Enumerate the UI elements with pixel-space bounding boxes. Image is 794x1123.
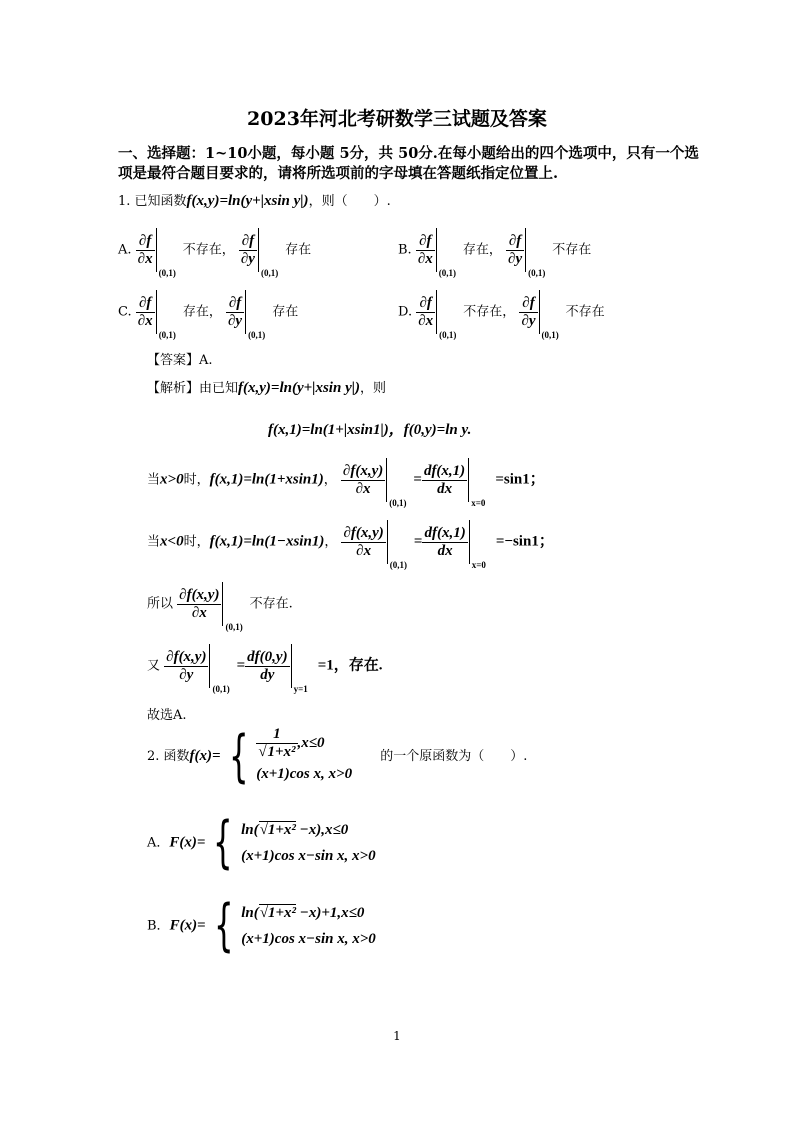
option-letter: D. (398, 304, 413, 320)
option-text: 存在， (182, 304, 222, 320)
case-condition: x>0 (160, 471, 184, 488)
eval-bar: (0,1) (258, 228, 281, 272)
partial-fx: $\frac{\partial f}{\partial x}$ (417, 232, 433, 267)
case-result: =sin1； (495, 471, 545, 488)
section-heading-line2: 项是最符合题目要求的，请将所选项前的字母填在答题纸指定位置上. (118, 165, 559, 182)
q2-option-a: A．F(x)= { ln(√1+x² −x),x≤0 (x+1)cos x−sin x, x>0 (147, 810, 376, 875)
case-function: f(x,1)=ln(1+xsin1) (209, 471, 324, 488)
option-text: 存在 (285, 242, 312, 258)
not-exist-text: 不存在. (249, 596, 293, 612)
eval-bar: (0,1) (386, 458, 409, 502)
piecewise-cases: ln(√1+x² −x)+1,x≤0 (x+1)cos x−sin x, x>0 (241, 905, 376, 947)
option-text: 不存在， (463, 304, 516, 320)
q1-choose: 故选A. (147, 708, 187, 723)
page-number: 1 (393, 1029, 401, 1043)
analysis-lead: 【解析】由已知 (147, 381, 239, 396)
piecewise-cases: $\frac{1}{\text{√1+x²}}$ ,x≤0 (x+1)cos x, x>0 (256, 726, 353, 782)
case-result: =−sin1； (495, 533, 554, 550)
q1-option-a (118, 228, 312, 278)
page-title: 2023年河北考研数学三试题及答案 (247, 108, 547, 130)
eval-bar: (0,1) (222, 582, 245, 626)
exist-result: =1，存在. (317, 657, 383, 674)
case-condition: x<0 (160, 533, 184, 550)
partial-fx: $\frac{\partial f}{\partial x}$ (137, 232, 153, 267)
left-brace: { (213, 810, 234, 875)
q1-analysis (147, 377, 386, 397)
question-2-stem: 2. 函数f(x)= { $\frac{1}{\text{√1+x²}}$ ,x≤0 (x+1)cos x, x>0 的一个原函数为（ ）. (147, 723, 528, 789)
eval-bar: (0,1) (436, 228, 459, 272)
left-brace: { (228, 723, 249, 789)
q1-option-b (398, 228, 592, 278)
case-mid: 时， (183, 472, 210, 488)
partial-fy-xy: $\frac{\partial f(x,y)}{\partial y}$ (166, 648, 207, 683)
option-text: 不存在 (565, 304, 605, 320)
so-word: 所以 (147, 596, 174, 612)
conclusion-exist: 又 $\frac{\partial f(x,y)}{\partial y}$ (0,1) = $\frac{df(0,y)}{dy}$ y=1 =1，存在. (147, 644, 383, 688)
eval-bar: x=0 (469, 520, 492, 564)
option-text: 不存在， (182, 242, 235, 258)
case-function: f(x,1)=ln(1−xsin1) (209, 533, 325, 550)
also-word: 又 (147, 658, 161, 674)
eval-bar: (0,1) (387, 520, 410, 564)
case-negative: 当x<0时，f(x,1)=ln(1−xsin1)， $\frac{\partial f(x,y)}{\partial x}$ (0,1) = $\frac{df(x,1)}{dx}$ x=0 =−sin1； (147, 520, 554, 564)
option-text: 存在 (272, 304, 299, 320)
conclusion-not-exist (147, 582, 293, 632)
q1-lead: 1. 已知函数 (118, 194, 187, 209)
q1-option-d (398, 290, 605, 340)
derivative-fx1: $\frac{df(x,1)}{dx}$ (424, 524, 466, 559)
section-heading-line1: 一、选择题：1~10小题，每小题 5分，共 50分.在每小题给出的四个选项中，只有一个选 (118, 145, 699, 162)
partial-fx-xy: $\frac{\partial f(x,y)}{\partial x}$ (343, 524, 384, 559)
partial-fx: $\frac{\partial f}{\partial x}$ (137, 294, 153, 329)
case-positive: 当x>0时，f(x,1)=ln(1+xsin1)， $\frac{\partial f(x,y)}{\partial x}$ (0,1) = $\frac{df(x,1)}{dx}$ x=0 =sin1； (147, 458, 545, 502)
q1-answer: 【答案】A. (147, 353, 213, 368)
case-lead: 当 (147, 534, 161, 550)
partial-fy: $\frac{\partial f}{\partial y}$ (227, 294, 243, 329)
eval-bar: (0,1) (156, 290, 179, 334)
q1-tail: ，则（ ）. (308, 194, 391, 209)
partial-fx: $\frac{\partial f}{\partial x}$ (418, 294, 434, 329)
option-letter: C. (118, 304, 132, 320)
option-text: 存在， (462, 242, 502, 258)
partial-fx-xy: $\frac{\partial f(x,y)}{\partial x}$ (179, 586, 220, 621)
eval-bar: (0,1) (525, 228, 548, 272)
analysis-tail: ，则 (360, 381, 387, 396)
equation-1: f(x,1)=ln(1+|xsin1|)，f(0,y)=ln y. (268, 422, 472, 438)
eval-bar: (0,1) (436, 290, 459, 334)
q2-tail: 的一个原函数为（ ）. (380, 749, 528, 764)
q1-option-c (118, 290, 299, 340)
option-letter: B． (147, 918, 170, 934)
option-letter: A． (147, 835, 170, 851)
q2-lead: 2. 函数 (147, 749, 190, 764)
q2-option-b: B．F(x)= { ln(√1+x² −x)+1,x≤0 (x+1)cos x−sin x, x>0 (147, 893, 376, 958)
eval-bar: (0,1) (156, 228, 179, 272)
piecewise-cases: ln(√1+x² −x),x≤0 (x+1)cos x−sin x, x>0 (241, 822, 376, 864)
eval-bar: y=1 (291, 644, 314, 688)
eval-bar: (0,1) (209, 644, 232, 688)
option-letter: A. (118, 242, 132, 258)
q1-function: f(x,y)=ln(y+|xsin y|) (186, 193, 309, 209)
left-brace: { (213, 893, 234, 958)
case-lead: 当 (147, 472, 161, 488)
analysis-function: f(x,y)=ln(y+|xsin y|) (238, 380, 361, 396)
derivative-fx1: $\frac{df(x,1)}{dx}$ (423, 462, 466, 497)
eval-bar: x=0 (468, 458, 491, 502)
eval-bar: (0,1) (245, 290, 268, 334)
partial-fx-xy: $\frac{\partial f(x,y)}{\partial x}$ (342, 462, 384, 497)
question-1-stem (118, 190, 391, 210)
case-mid: 时， (183, 534, 210, 550)
partial-fy: $\frac{\partial f}{\partial y}$ (240, 232, 255, 267)
partial-fy: $\frac{\partial f}{\partial y}$ (521, 294, 536, 329)
partial-fy: $\frac{\partial f}{\partial y}$ (508, 232, 523, 267)
derivative-f0y: $\frac{df(0,y)}{dy}$ (247, 648, 288, 683)
option-text: 不存在 (552, 242, 592, 258)
option-letter: B. (398, 242, 412, 258)
eval-bar: (0,1) (539, 290, 562, 334)
